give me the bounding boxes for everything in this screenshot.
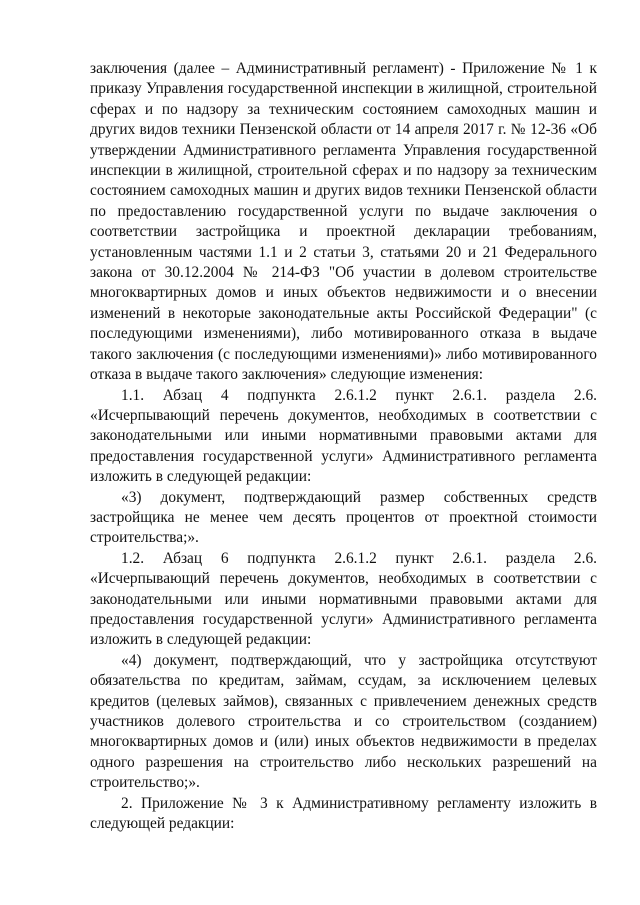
paragraph-quote-4: «4) документ, подтверждающий, что у застройщика отсутствуют обязательства по кредитам, займам, ссудам, за исключением целевых кредитов (целевых займов), связанных с привлечением денежных средств участников долевого строительства и со строительством (созданием) многоквартирных домов и (или) иных объектов недвижимости в пределах одного разрешения на строительство либо нескольких разрешений на строительство;». [90, 651, 597, 792]
paragraph-quote-3: «3) документ, подтверждающий размер собственных средств застройщика не менее чем десять процентов от проектной стоимости строительства;». [90, 488, 597, 547]
paragraph-item-1-2: 1.2. Абзац 6 подпункта 2.6.1.2 пункт 2.6.1. раздела 2.6. «Исчерпывающий перечень документов, необходимых в соответствии с законодательными или иными нормативными правовыми актами для предоставления государственной услуги» Административного регламента изложить в следующей редакции: [90, 549, 597, 649]
paragraph-item-1-1: 1.1. Абзац 4 подпункта 2.6.1.2 пункт 2.6.1. раздела 2.6. «Исчерпывающий перечень документов, необходимых в соответствии с законодательными или иными нормативными правовыми актами для предоставления государственной услуги» Административного регламента изложить в следующей редакции: [90, 386, 597, 486]
paragraph-item-2: 2. Приложение № 3 к Административному регламенту изложить в следующей редакции: [90, 794, 597, 833]
document-page [90, 59, 597, 834]
paragraph-preamble: заключения (далее – Административный регламент) - Приложение № 1 к приказу Управления государственной инспекции в жилищной, строительной сферах и по надзору за техническим состоянием самоходных машин и других видов техники Пензенской области от 14 апреля 2017 г. № 12-36 «Об утверждении Административного регламента Управления государственной инспекции в жилищной, строительной сферах и по надзору за техническим состоянием самоходных машин и других видов техники Пензенской области по предоставлению государственной услуги по выдаче заключения о соответствии застройщика и проектной декларации требованиям, установленным частями 1.1 и 2 статьи 3, статьями 20 и 21 Федерального закона от 30.12.2004 № 214-ФЗ "Об участии в долевом строительстве многоквартирных домов и иных объектов недвижимости и о внесении изменений в некоторые законодательные акты Российской Федерации" (с последующими изменениями), либо мотивированного отказа в выдаче такого заключения (с последующими изменениями)» либо мотивированного отказа в выдаче такого заключения» следующие изменения: [90, 60, 597, 384]
